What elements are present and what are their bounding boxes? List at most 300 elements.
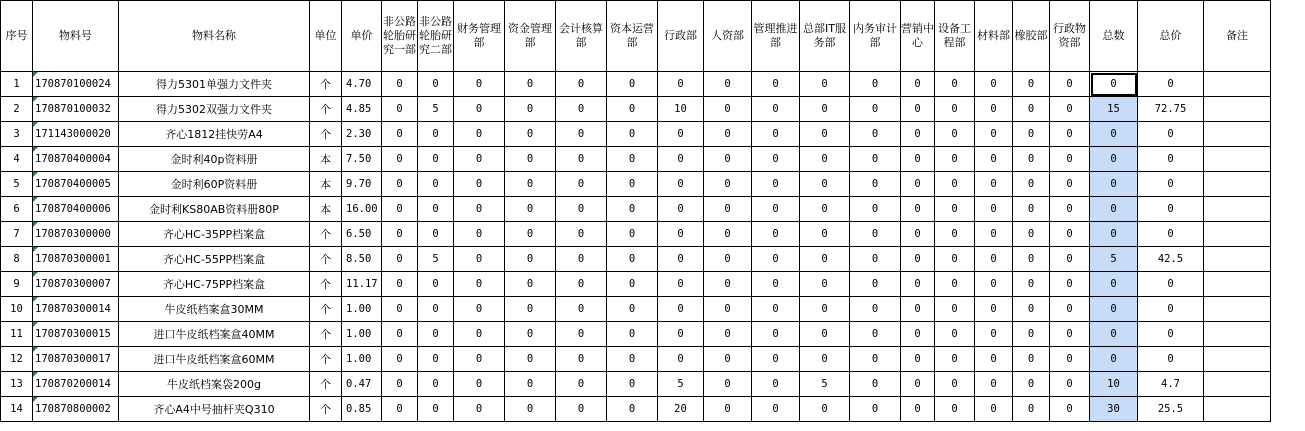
cell-quantity[interactable]: 0: [752, 372, 800, 397]
cell-quantity[interactable]: 0: [752, 347, 800, 372]
cell-quantity[interactable]: 0: [454, 147, 505, 172]
cell-note[interactable]: [1204, 272, 1271, 297]
cell-total-price[interactable]: 72.75: [1138, 97, 1204, 122]
cell-unit[interactable]: 个: [310, 122, 342, 147]
cell-quantity[interactable]: 0: [382, 97, 418, 122]
cell-quantity[interactable]: 0: [382, 322, 418, 347]
cell-note[interactable]: [1204, 397, 1271, 422]
cell-quantity[interactable]: 0: [607, 222, 658, 247]
cell-material-code[interactable]: 170870400005: [33, 172, 119, 197]
cell-total-count[interactable]: 0: [1090, 297, 1138, 322]
cell-quantity[interactable]: 0: [850, 197, 901, 222]
cell-quantity[interactable]: 0: [935, 297, 975, 322]
cell-quantity[interactable]: 0: [418, 122, 454, 147]
cell-material-name[interactable]: 齐心A4中号抽杆夹Q310: [119, 397, 310, 422]
cell-unit[interactable]: 个: [310, 97, 342, 122]
cell-quantity[interactable]: 0: [752, 297, 800, 322]
cell-material-name[interactable]: 牛皮纸档案袋200g: [119, 372, 310, 397]
cell-total-count[interactable]: 5: [1090, 247, 1138, 272]
cell-quantity[interactable]: 0: [1013, 397, 1050, 422]
cell-quantity[interactable]: 0: [607, 147, 658, 172]
column-header[interactable]: 物料号: [33, 1, 119, 72]
cell-total-price[interactable]: 0: [1138, 347, 1204, 372]
cell-quantity[interactable]: 0: [505, 72, 556, 97]
cell-quantity[interactable]: 0: [800, 197, 850, 222]
cell-quantity[interactable]: 0: [505, 122, 556, 147]
cell-quantity[interactable]: 0: [704, 297, 752, 322]
cell-quantity[interactable]: 0: [382, 397, 418, 422]
cell-quantity[interactable]: 0: [704, 97, 752, 122]
cell-material-code[interactable]: 170870100032: [33, 97, 119, 122]
cell-quantity[interactable]: 0: [1013, 372, 1050, 397]
cell-quantity[interactable]: 0: [1050, 297, 1090, 322]
cell-quantity[interactable]: 0: [382, 272, 418, 297]
column-header[interactable]: 物料名称: [119, 1, 310, 72]
column-header[interactable]: 人资部: [704, 1, 752, 72]
cell-total-count[interactable]: 0: [1090, 222, 1138, 247]
cell-quantity[interactable]: 0: [382, 197, 418, 222]
cell-unit-price[interactable]: 1.00: [342, 347, 382, 372]
cell-quantity[interactable]: 0: [935, 397, 975, 422]
column-header[interactable]: 资金管理部: [505, 1, 556, 72]
cell-material-code[interactable]: 170870800002: [33, 397, 119, 422]
cell-quantity[interactable]: 0: [505, 272, 556, 297]
cell-quantity[interactable]: 0: [752, 222, 800, 247]
cell-quantity[interactable]: 0: [975, 297, 1013, 322]
column-header[interactable]: 内务审计部: [850, 1, 901, 72]
cell-quantity[interactable]: 0: [800, 272, 850, 297]
cell-quantity[interactable]: 0: [935, 122, 975, 147]
cell-quantity[interactable]: 0: [556, 172, 607, 197]
cell-quantity[interactable]: 0: [704, 122, 752, 147]
cell-unit-price[interactable]: 11.17: [342, 272, 382, 297]
cell-quantity[interactable]: 0: [382, 347, 418, 372]
cell-quantity[interactable]: 0: [454, 72, 505, 97]
cell-quantity[interactable]: 0: [901, 247, 935, 272]
cell-quantity[interactable]: 0: [752, 172, 800, 197]
cell-material-code[interactable]: 170870300001: [33, 247, 119, 272]
cell-quantity[interactable]: 0: [752, 272, 800, 297]
cell-quantity[interactable]: 0: [454, 372, 505, 397]
cell-quantity[interactable]: 0: [556, 397, 607, 422]
cell-total-count[interactable]: 0: [1090, 322, 1138, 347]
cell-quantity[interactable]: 0: [418, 397, 454, 422]
cell-quantity[interactable]: 5: [418, 97, 454, 122]
cell-quantity[interactable]: 0: [418, 297, 454, 322]
column-header[interactable]: 总部IT服务部: [800, 1, 850, 72]
cell-seq[interactable]: 4: [1, 147, 33, 172]
cell-quantity[interactable]: 20: [658, 397, 704, 422]
cell-unit[interactable]: 个: [310, 322, 342, 347]
cell-quantity[interactable]: 0: [658, 147, 704, 172]
cell-quantity[interactable]: 0: [607, 97, 658, 122]
cell-quantity[interactable]: 0: [752, 97, 800, 122]
cell-quantity[interactable]: 0: [454, 297, 505, 322]
cell-quantity[interactable]: 0: [556, 97, 607, 122]
cell-quantity[interactable]: 0: [975, 97, 1013, 122]
cell-quantity[interactable]: 0: [975, 372, 1013, 397]
cell-unit-price[interactable]: 9.70: [342, 172, 382, 197]
cell-quantity[interactable]: 0: [975, 322, 1013, 347]
cell-quantity[interactable]: 0: [505, 297, 556, 322]
cell-quantity[interactable]: 0: [1050, 147, 1090, 172]
column-header[interactable]: 备注: [1204, 1, 1271, 72]
cell-note[interactable]: [1204, 347, 1271, 372]
cell-quantity[interactable]: 0: [418, 147, 454, 172]
cell-quantity[interactable]: 5: [658, 372, 704, 397]
cell-quantity[interactable]: 0: [901, 222, 935, 247]
cell-unit-price[interactable]: 4.85: [342, 97, 382, 122]
cell-quantity[interactable]: 0: [505, 397, 556, 422]
cell-quantity[interactable]: 0: [505, 147, 556, 172]
cell-quantity[interactable]: 0: [704, 222, 752, 247]
cell-quantity[interactable]: 0: [1013, 147, 1050, 172]
cell-quantity[interactable]: 0: [901, 97, 935, 122]
cell-quantity[interactable]: 0: [1050, 197, 1090, 222]
cell-quantity[interactable]: 0: [556, 72, 607, 97]
cell-quantity[interactable]: 0: [935, 197, 975, 222]
cell-material-name[interactable]: 金时利KS80AB资料册80P: [119, 197, 310, 222]
cell-quantity[interactable]: 0: [800, 222, 850, 247]
cell-quantity[interactable]: 0: [454, 97, 505, 122]
cell-total-price[interactable]: 0: [1138, 72, 1204, 97]
cell-unit[interactable]: 个: [310, 372, 342, 397]
cell-quantity[interactable]: 0: [800, 247, 850, 272]
cell-unit-price[interactable]: 0.47: [342, 372, 382, 397]
cell-quantity[interactable]: 0: [1013, 222, 1050, 247]
cell-total-count[interactable]: 0: [1090, 147, 1138, 172]
cell-total-price[interactable]: 42.5: [1138, 247, 1204, 272]
cell-quantity[interactable]: 0: [850, 372, 901, 397]
cell-quantity[interactable]: 0: [935, 272, 975, 297]
cell-quantity[interactable]: 0: [1013, 72, 1050, 97]
cell-quantity[interactable]: 0: [1050, 322, 1090, 347]
cell-quantity[interactable]: 0: [935, 72, 975, 97]
cell-note[interactable]: [1204, 197, 1271, 222]
cell-quantity[interactable]: 0: [935, 97, 975, 122]
cell-quantity[interactable]: 0: [901, 72, 935, 97]
cell-quantity[interactable]: 0: [800, 172, 850, 197]
cell-quantity[interactable]: 0: [901, 297, 935, 322]
cell-quantity[interactable]: 0: [704, 147, 752, 172]
cell-unit[interactable]: 个: [310, 272, 342, 297]
cell-unit[interactable]: 个: [310, 297, 342, 322]
cell-note[interactable]: [1204, 122, 1271, 147]
cell-quantity[interactable]: 0: [935, 222, 975, 247]
cell-quantity[interactable]: 0: [975, 347, 1013, 372]
cell-quantity[interactable]: 0: [505, 322, 556, 347]
cell-quantity[interactable]: 0: [1050, 397, 1090, 422]
cell-quantity[interactable]: 0: [975, 197, 1013, 222]
cell-quantity[interactable]: 0: [901, 397, 935, 422]
cell-total-price[interactable]: 0: [1138, 222, 1204, 247]
cell-quantity[interactable]: 0: [418, 347, 454, 372]
cell-note[interactable]: [1204, 72, 1271, 97]
cell-note[interactable]: [1204, 322, 1271, 347]
cell-quantity[interactable]: 0: [800, 122, 850, 147]
column-header[interactable]: 橡胶部: [1013, 1, 1050, 72]
column-header[interactable]: 非公路轮胎研究二部: [418, 1, 454, 72]
column-header[interactable]: 资本运营部: [607, 1, 658, 72]
cell-quantity[interactable]: 0: [607, 122, 658, 147]
column-header[interactable]: 管理推进部: [752, 1, 800, 72]
cell-quantity[interactable]: 0: [454, 272, 505, 297]
cell-total-price[interactable]: 25.5: [1138, 397, 1204, 422]
cell-quantity[interactable]: 0: [752, 397, 800, 422]
cell-unit-price[interactable]: 2.30: [342, 122, 382, 147]
cell-total-count[interactable]: 0: [1090, 72, 1138, 97]
cell-quantity[interactable]: 0: [607, 297, 658, 322]
cell-unit-price[interactable]: 7.50: [342, 147, 382, 172]
cell-quantity[interactable]: 0: [800, 147, 850, 172]
column-header[interactable]: 会计核算部: [556, 1, 607, 72]
cell-quantity[interactable]: 0: [505, 372, 556, 397]
cell-quantity[interactable]: 0: [975, 122, 1013, 147]
cell-quantity[interactable]: 0: [556, 247, 607, 272]
column-header[interactable]: 序号: [1, 1, 33, 72]
cell-note[interactable]: [1204, 147, 1271, 172]
cell-quantity[interactable]: 0: [935, 247, 975, 272]
cell-quantity[interactable]: 0: [1050, 372, 1090, 397]
cell-quantity[interactable]: 0: [975, 147, 1013, 172]
cell-quantity[interactable]: 0: [505, 347, 556, 372]
cell-unit[interactable]: 本: [310, 172, 342, 197]
cell-material-name[interactable]: 金时利40p资料册: [119, 147, 310, 172]
cell-quantity[interactable]: 0: [935, 147, 975, 172]
column-header[interactable]: 总数: [1090, 1, 1138, 72]
cell-quantity[interactable]: 0: [800, 322, 850, 347]
cell-quantity[interactable]: 0: [382, 172, 418, 197]
cell-quantity[interactable]: 0: [1050, 172, 1090, 197]
cell-quantity[interactable]: 0: [1050, 72, 1090, 97]
cell-unit-price[interactable]: 8.50: [342, 247, 382, 272]
cell-quantity[interactable]: 0: [975, 397, 1013, 422]
cell-unit-price[interactable]: 1.00: [342, 322, 382, 347]
cell-quantity[interactable]: 0: [607, 397, 658, 422]
cell-seq[interactable]: 8: [1, 247, 33, 272]
cell-quantity[interactable]: 0: [850, 297, 901, 322]
cell-total-count[interactable]: 0: [1090, 122, 1138, 147]
cell-quantity[interactable]: 5: [418, 247, 454, 272]
cell-quantity[interactable]: 0: [1013, 122, 1050, 147]
cell-unit-price[interactable]: 1.00: [342, 297, 382, 322]
cell-quantity[interactable]: 0: [704, 172, 752, 197]
cell-quantity[interactable]: 0: [658, 347, 704, 372]
cell-material-code[interactable]: 170870400004: [33, 147, 119, 172]
cell-quantity[interactable]: 0: [382, 122, 418, 147]
cell-note[interactable]: [1204, 222, 1271, 247]
cell-quantity[interactable]: 0: [704, 372, 752, 397]
cell-quantity[interactable]: 0: [935, 322, 975, 347]
cell-quantity[interactable]: 0: [658, 247, 704, 272]
cell-material-name[interactable]: 齐心HC-55PP档案盒: [119, 247, 310, 272]
cell-quantity[interactable]: 0: [1013, 172, 1050, 197]
cell-total-count[interactable]: 0: [1090, 172, 1138, 197]
cell-unit[interactable]: 个: [310, 72, 342, 97]
cell-quantity[interactable]: 0: [752, 122, 800, 147]
cell-quantity[interactable]: 0: [800, 297, 850, 322]
cell-quantity[interactable]: 0: [901, 172, 935, 197]
cell-material-name[interactable]: 金时利60P资料册: [119, 172, 310, 197]
cell-material-name[interactable]: 得力5301单强力文件夹: [119, 72, 310, 97]
cell-quantity[interactable]: 0: [382, 222, 418, 247]
cell-quantity[interactable]: 0: [658, 322, 704, 347]
cell-material-code[interactable]: 170870200014: [33, 372, 119, 397]
cell-total-count[interactable]: 0: [1090, 272, 1138, 297]
cell-quantity[interactable]: 0: [800, 347, 850, 372]
cell-quantity[interactable]: 0: [556, 272, 607, 297]
cell-material-name[interactable]: 得力5302双强力文件夹: [119, 97, 310, 122]
cell-quantity[interactable]: 0: [800, 397, 850, 422]
cell-unit-price[interactable]: 6.50: [342, 222, 382, 247]
cell-seq[interactable]: 3: [1, 122, 33, 147]
cell-quantity[interactable]: 0: [505, 97, 556, 122]
cell-quantity[interactable]: 0: [1050, 97, 1090, 122]
cell-quantity[interactable]: 0: [850, 347, 901, 372]
cell-unit[interactable]: 个: [310, 397, 342, 422]
cell-quantity[interactable]: 0: [850, 97, 901, 122]
cell-quantity[interactable]: 0: [1050, 122, 1090, 147]
cell-quantity[interactable]: 0: [901, 147, 935, 172]
cell-total-price[interactable]: 0: [1138, 147, 1204, 172]
cell-quantity[interactable]: 0: [1050, 347, 1090, 372]
cell-quantity[interactable]: 0: [752, 147, 800, 172]
cell-seq[interactable]: 5: [1, 172, 33, 197]
cell-quantity[interactable]: 0: [556, 222, 607, 247]
cell-material-name[interactable]: 进口牛皮纸档案盒60MM: [119, 347, 310, 372]
column-header[interactable]: 材料部: [975, 1, 1013, 72]
cell-quantity[interactable]: 0: [901, 322, 935, 347]
cell-quantity[interactable]: 0: [607, 172, 658, 197]
cell-quantity[interactable]: 0: [1013, 297, 1050, 322]
cell-quantity[interactable]: 5: [800, 372, 850, 397]
cell-material-code[interactable]: 170870300014: [33, 297, 119, 322]
column-header[interactable]: 营销中心: [901, 1, 935, 72]
cell-quantity[interactable]: 0: [658, 197, 704, 222]
cell-seq[interactable]: 6: [1, 197, 33, 222]
cell-total-price[interactable]: 0: [1138, 322, 1204, 347]
cell-quantity[interactable]: 0: [505, 222, 556, 247]
cell-quantity[interactable]: 0: [556, 122, 607, 147]
cell-quantity[interactable]: 0: [850, 272, 901, 297]
cell-quantity[interactable]: 0: [901, 347, 935, 372]
cell-quantity[interactable]: 0: [901, 372, 935, 397]
cell-note[interactable]: [1204, 172, 1271, 197]
cell-quantity[interactable]: 0: [556, 297, 607, 322]
cell-note[interactable]: [1204, 297, 1271, 322]
cell-quantity[interactable]: 0: [850, 72, 901, 97]
cell-quantity[interactable]: 0: [935, 372, 975, 397]
column-header[interactable]: 行政部: [658, 1, 704, 72]
cell-unit[interactable]: 个: [310, 347, 342, 372]
cell-total-count[interactable]: 10: [1090, 372, 1138, 397]
column-header[interactable]: 单位: [310, 1, 342, 72]
cell-quantity[interactable]: 0: [975, 247, 1013, 272]
cell-quantity[interactable]: 0: [658, 272, 704, 297]
cell-quantity[interactable]: 0: [556, 147, 607, 172]
cell-quantity[interactable]: 0: [454, 347, 505, 372]
cell-quantity[interactable]: 0: [1013, 347, 1050, 372]
cell-quantity[interactable]: 0: [418, 222, 454, 247]
cell-quantity[interactable]: 0: [607, 347, 658, 372]
cell-material-code[interactable]: 170870300015: [33, 322, 119, 347]
cell-quantity[interactable]: 0: [607, 272, 658, 297]
cell-quantity[interactable]: 0: [418, 197, 454, 222]
cell-quantity[interactable]: 0: [752, 197, 800, 222]
cell-quantity[interactable]: 0: [382, 297, 418, 322]
cell-total-price[interactable]: 4.7: [1138, 372, 1204, 397]
cell-quantity[interactable]: 0: [752, 247, 800, 272]
cell-quantity[interactable]: 0: [454, 222, 505, 247]
column-header[interactable]: 总价: [1138, 1, 1204, 72]
cell-quantity[interactable]: 0: [850, 122, 901, 147]
cell-quantity[interactable]: 0: [556, 197, 607, 222]
cell-quantity[interactable]: 0: [382, 147, 418, 172]
cell-unit-price[interactable]: 0.85: [342, 397, 382, 422]
cell-quantity[interactable]: 0: [658, 297, 704, 322]
cell-quantity[interactable]: 0: [704, 347, 752, 372]
cell-quantity[interactable]: 0: [850, 322, 901, 347]
cell-quantity[interactable]: 0: [505, 197, 556, 222]
column-header[interactable]: 财务管理部: [454, 1, 505, 72]
cell-quantity[interactable]: 0: [975, 172, 1013, 197]
cell-seq[interactable]: 9: [1, 272, 33, 297]
cell-quantity[interactable]: 0: [607, 322, 658, 347]
cell-quantity[interactable]: 0: [850, 222, 901, 247]
cell-unit[interactable]: 本: [310, 147, 342, 172]
cell-quantity[interactable]: 0: [418, 272, 454, 297]
cell-quantity[interactable]: 0: [704, 247, 752, 272]
cell-material-code[interactable]: 170870300000: [33, 222, 119, 247]
cell-total-price[interactable]: 0: [1138, 197, 1204, 222]
cell-total-price[interactable]: 0: [1138, 172, 1204, 197]
cell-material-code[interactable]: 170870300007: [33, 272, 119, 297]
cell-seq[interactable]: 10: [1, 297, 33, 322]
cell-quantity[interactable]: 0: [1050, 272, 1090, 297]
cell-quantity[interactable]: 0: [658, 222, 704, 247]
cell-quantity[interactable]: 0: [382, 372, 418, 397]
column-header[interactable]: 行政物资部: [1050, 1, 1090, 72]
cell-quantity[interactable]: 0: [454, 122, 505, 147]
cell-unit[interactable]: 本: [310, 197, 342, 222]
cell-quantity[interactable]: 0: [607, 372, 658, 397]
cell-quantity[interactable]: 0: [1013, 247, 1050, 272]
cell-quantity[interactable]: 0: [382, 72, 418, 97]
cell-unit-price[interactable]: 4.70: [342, 72, 382, 97]
cell-quantity[interactable]: 0: [1050, 247, 1090, 272]
cell-material-code[interactable]: 170870100024: [33, 72, 119, 97]
cell-quantity[interactable]: 0: [975, 222, 1013, 247]
cell-material-name[interactable]: 牛皮纸档案盒30MM: [119, 297, 310, 322]
cell-quantity[interactable]: 0: [454, 247, 505, 272]
cell-quantity[interactable]: 0: [1013, 197, 1050, 222]
cell-quantity[interactable]: 0: [607, 247, 658, 272]
cell-seq[interactable]: 12: [1, 347, 33, 372]
cell-material-code[interactable]: 170870400006: [33, 197, 119, 222]
cell-quantity[interactable]: 0: [418, 322, 454, 347]
cell-quantity[interactable]: 0: [752, 322, 800, 347]
cell-seq[interactable]: 13: [1, 372, 33, 397]
cell-quantity[interactable]: 0: [658, 122, 704, 147]
cell-quantity[interactable]: 0: [556, 347, 607, 372]
cell-quantity[interactable]: 0: [704, 397, 752, 422]
cell-quantity[interactable]: 0: [505, 247, 556, 272]
cell-note[interactable]: [1204, 247, 1271, 272]
cell-quantity[interactable]: 0: [1013, 322, 1050, 347]
cell-total-count[interactable]: 30: [1090, 397, 1138, 422]
cell-seq[interactable]: 7: [1, 222, 33, 247]
cell-quantity[interactable]: 0: [704, 197, 752, 222]
